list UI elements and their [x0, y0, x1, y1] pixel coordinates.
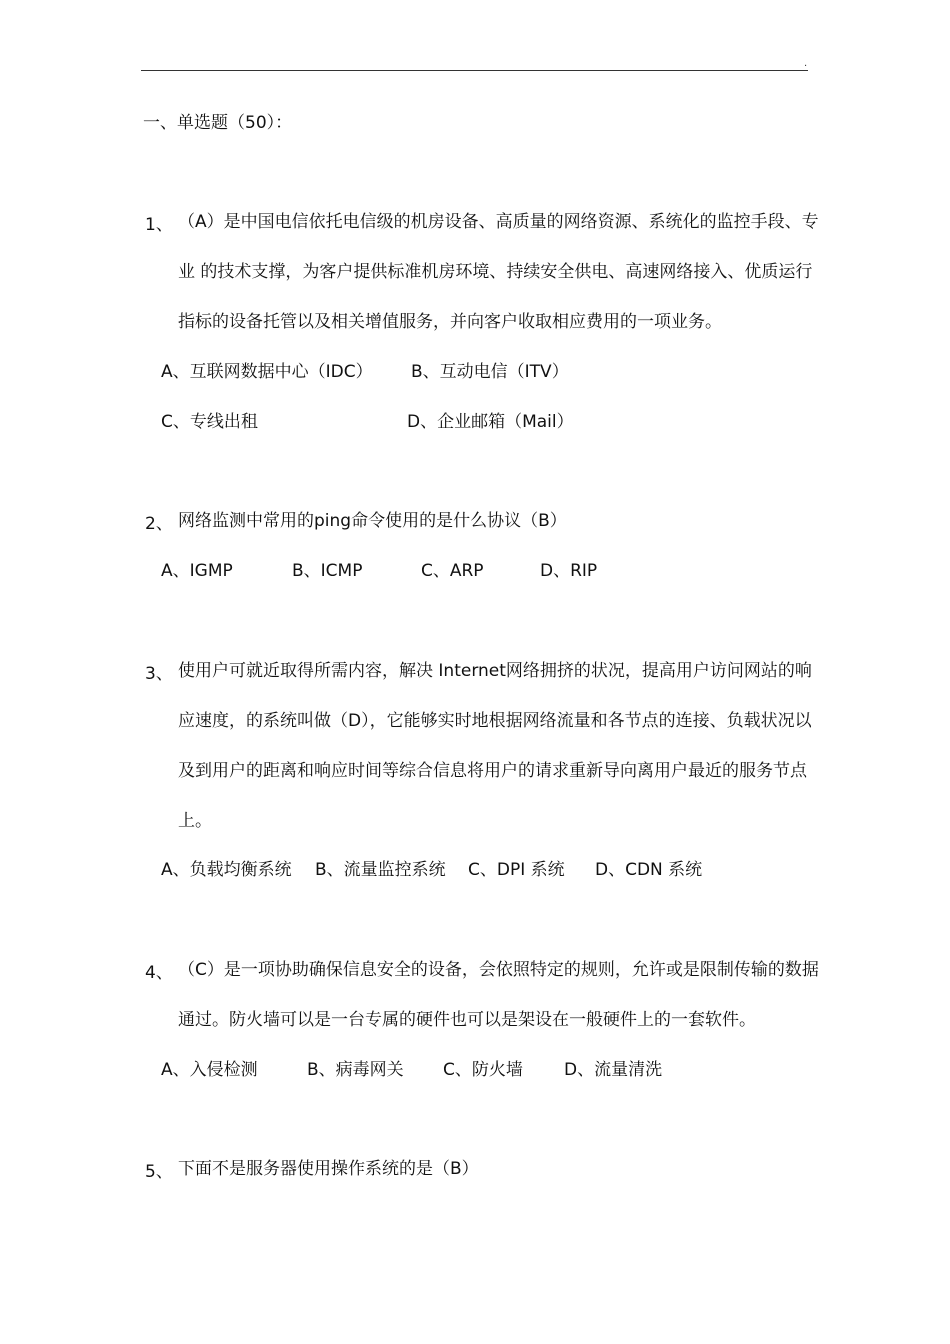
question-text-line: 上。 [178, 811, 212, 831]
option-a: A、入侵检测 [161, 1060, 258, 1080]
header-rule [141, 70, 808, 71]
question-text-line: 指标的设备托管以及相关增值服务，并向客户收取相应费用的一项业务。 [178, 312, 722, 332]
option-d: D、企业邮箱（Mail） [407, 412, 574, 432]
option-c: C、专线出租 [161, 412, 258, 432]
option-c: C、ARP [421, 561, 484, 581]
question-text-line: 下面不是服务器使用操作系统的是（B） [178, 1159, 479, 1179]
question-number: 5、 [145, 1162, 173, 1182]
option-d: D、CDN 系统 [595, 860, 703, 880]
question-text-line: 业 的技术支撑，为客户提供标准机房环境、持续安全供电、高速网络接入、优质运行 [178, 262, 813, 282]
option-d: D、RIP [540, 561, 598, 581]
header-dot: . [804, 58, 808, 69]
option-b: B、ICMP [292, 561, 363, 581]
question-text-line: （C）是一项协助确保信息安全的设备，会依照特定的规则，允许或是限制传输的数据 [178, 960, 819, 980]
question-number: 2、 [145, 514, 173, 534]
option-b: B、流量监控系统 [315, 860, 446, 880]
option-c: C、防火墙 [443, 1060, 523, 1080]
question-number: 1、 [145, 215, 173, 235]
option-b: B、互动电信（ITV） [411, 362, 569, 382]
question-text-line: （A）是中国电信依托电信级的机房设备、高质量的网络资源、系统化的监控手段、专 [178, 212, 819, 232]
question-text-line: 使用户可就近取得所需内容，解决 Internet网络拥挤的状况，提高用户访问网站的响 [178, 661, 812, 681]
question-text-line: 网络监测中常用的ping命令使用的是什么协议（B） [178, 511, 567, 531]
option-a: A、互联网数据中心（IDC） [161, 362, 373, 382]
option-d: D、流量清洗 [564, 1060, 663, 1080]
option-b: B、病毒网关 [307, 1060, 404, 1080]
option-c: C、DPI 系统 [468, 860, 565, 880]
question-number: 4、 [145, 963, 173, 983]
question-text-line: 应速度，的系统叫做（D），它能够实时地根据网络流量和各节点的连接、负载状况以 [178, 711, 812, 731]
section-title: 一、单选题（50）： [143, 113, 293, 133]
option-a: A、IGMP [161, 561, 233, 581]
question-text-line: 通过。防火墙可以是一台专属的硬件也可以是架设在一般硬件上的一套软件。 [178, 1010, 756, 1030]
question-text-line: 及到用户的距离和响应时间等综合信息将用户的请求重新导向离用户最近的服务节点 [178, 761, 807, 781]
question-number: 3、 [145, 664, 173, 684]
option-a: A、负载均衡系统 [161, 860, 292, 880]
